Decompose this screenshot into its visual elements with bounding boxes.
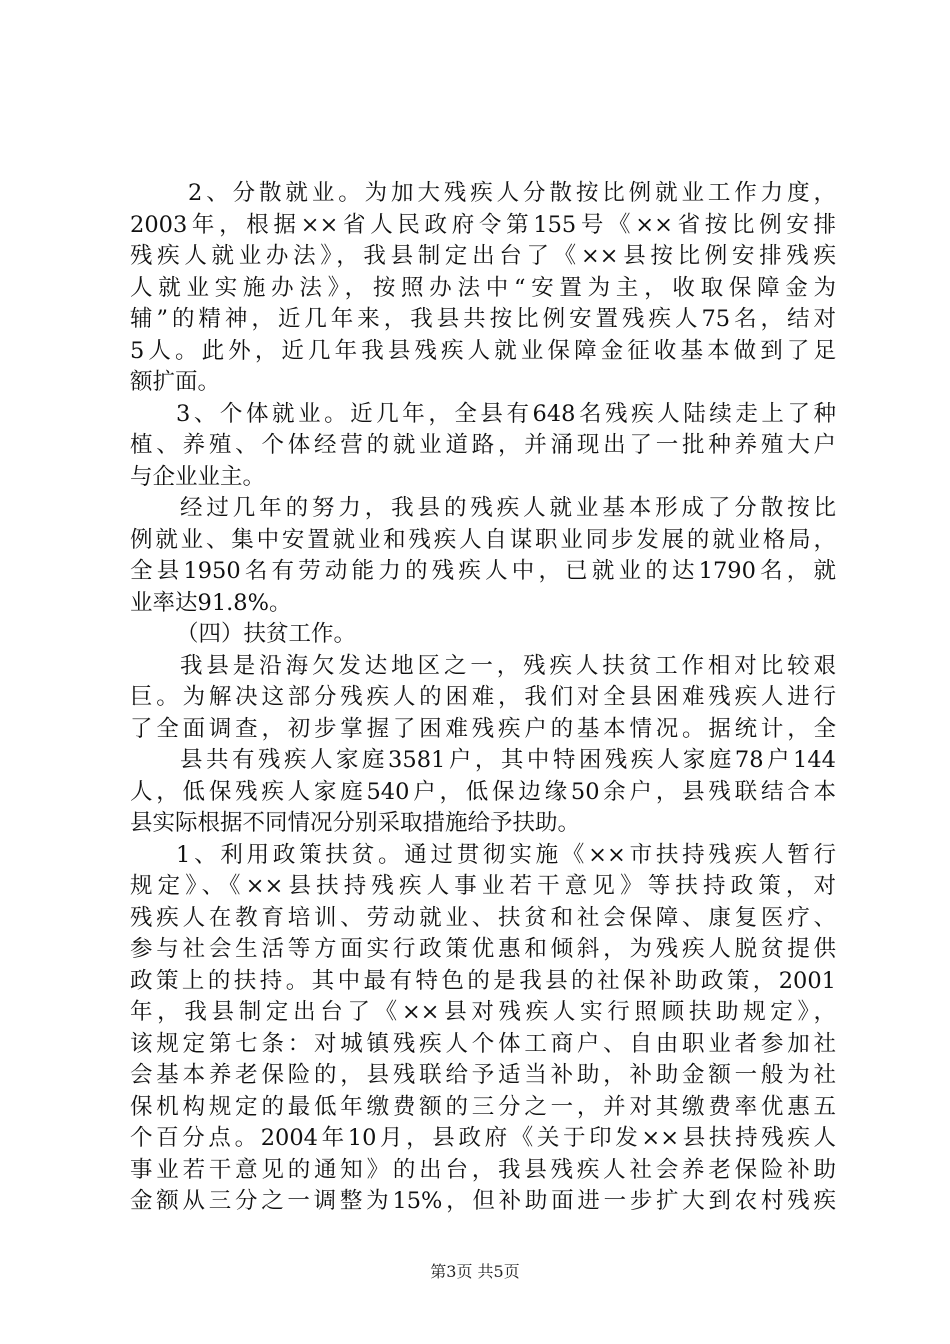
text-line: 残疾人就业办法》，我县制定出台了《××县按比例安排残疾 xyxy=(130,243,836,269)
text-line: 与企业业主。 xyxy=(130,463,266,490)
text-line: 该规定第七条：对城镇残疾人个体工商户、自由职业者参加社 xyxy=(130,1030,836,1057)
text-line: 县实际根据不同情况分别采取措施给予扶助。 xyxy=(130,810,581,836)
text-line: 巨。为解决这部分残疾人的困难，我们对全县困难残疾人进行 xyxy=(130,684,836,710)
text-line: 额扩面。 xyxy=(130,369,221,395)
document-body xyxy=(130,178,836,1218)
text-line: 全县1950名有劳动能力的残疾人中，已就业的达1790名，就 xyxy=(130,558,836,584)
page-footer: 第3页 共5页 xyxy=(430,1262,520,1281)
text-line: 我县是沿海欠发达地区之一，残疾人扶贫工作相对比较艰 xyxy=(180,652,836,679)
text-line: 辅”的精神，近几年来，我县共按比例安置残疾人75名，结对 xyxy=(130,306,836,332)
text-line: 年，我县制定出台了《××县对残疾人实行照顾扶助规定》， xyxy=(130,999,836,1025)
text-line: 1、利用政策扶贫。通过贯彻实施《××市扶持残疾人暂行 xyxy=(176,841,836,868)
text-line: 植、养殖、个体经营的就业道路，并涌现出了一批种养殖大户 xyxy=(130,432,836,458)
text-line: 了全面调查，初步掌握了困难残疾户的基本情况。据统计，全 xyxy=(130,715,836,742)
text-line: 政策上的扶持。其中最有特色的是我县的社保补助政策，2001 xyxy=(130,967,836,994)
text-line: 参与社会生活等方面实行政策优惠和倾斜，为残疾人脱贫提供 xyxy=(130,936,836,962)
text-line: 县共有残疾人家庭3581户，其中特困残疾人家庭78户144 xyxy=(180,747,836,773)
text-line: 人，低保残疾人家庭540户，低保边缘50余户，县残联结合本 xyxy=(130,778,836,805)
text-line: 残疾人在教育培训、劳动就业、扶贫和社会保障、康复医疗、 xyxy=(130,904,836,931)
text-line: 业率达91.8%。 xyxy=(130,589,292,616)
text-line: 2003年，根据××省人民政府令第155号《××省按比例安排 xyxy=(130,211,836,238)
text-line: 3、个体就业。近几年，全县有648名残疾人陆续走上了种 xyxy=(176,400,836,427)
text-line: 例就业、集中安置就业和残疾人自谋职业同步发展的就业格局， xyxy=(130,526,836,553)
text-line: 金额从三分之一调整为15%，但补助面进一步扩大到农村残疾 xyxy=(130,1188,836,1214)
text-line: 事业若干意见的通知》的出台，我县残疾人社会养老保险补助 xyxy=(130,1156,836,1183)
text-line: 人就业实施办法》，按照办法中“安置为主，收取保障金为 xyxy=(130,274,836,301)
text-line: 5人。此外，近几年我县残疾人就业保障金征收基本做到了足 xyxy=(130,337,836,364)
text-line: 个百分点。2004年10月，县政府《关于印发××县扶持残疾人 xyxy=(130,1125,836,1151)
text-line: 2、分散就业。为加大残疾人分散按比例就业工作力度， xyxy=(188,180,836,206)
text-line: 规定》、《××县扶持残疾人事业若干意见》等扶持政策，对 xyxy=(130,873,836,899)
text-line: （四）扶贫工作。 xyxy=(176,621,357,647)
text-line: 会基本养老保险的，县残联给予适当补助，补助金额一般为社 xyxy=(130,1062,836,1088)
text-line: 保机构规定的最低年缴费额的三分之一，并对其缴费率优惠五 xyxy=(130,1093,836,1120)
text-line: 经过几年的努力，我县的残疾人就业基本形成了分散按比 xyxy=(180,495,836,521)
